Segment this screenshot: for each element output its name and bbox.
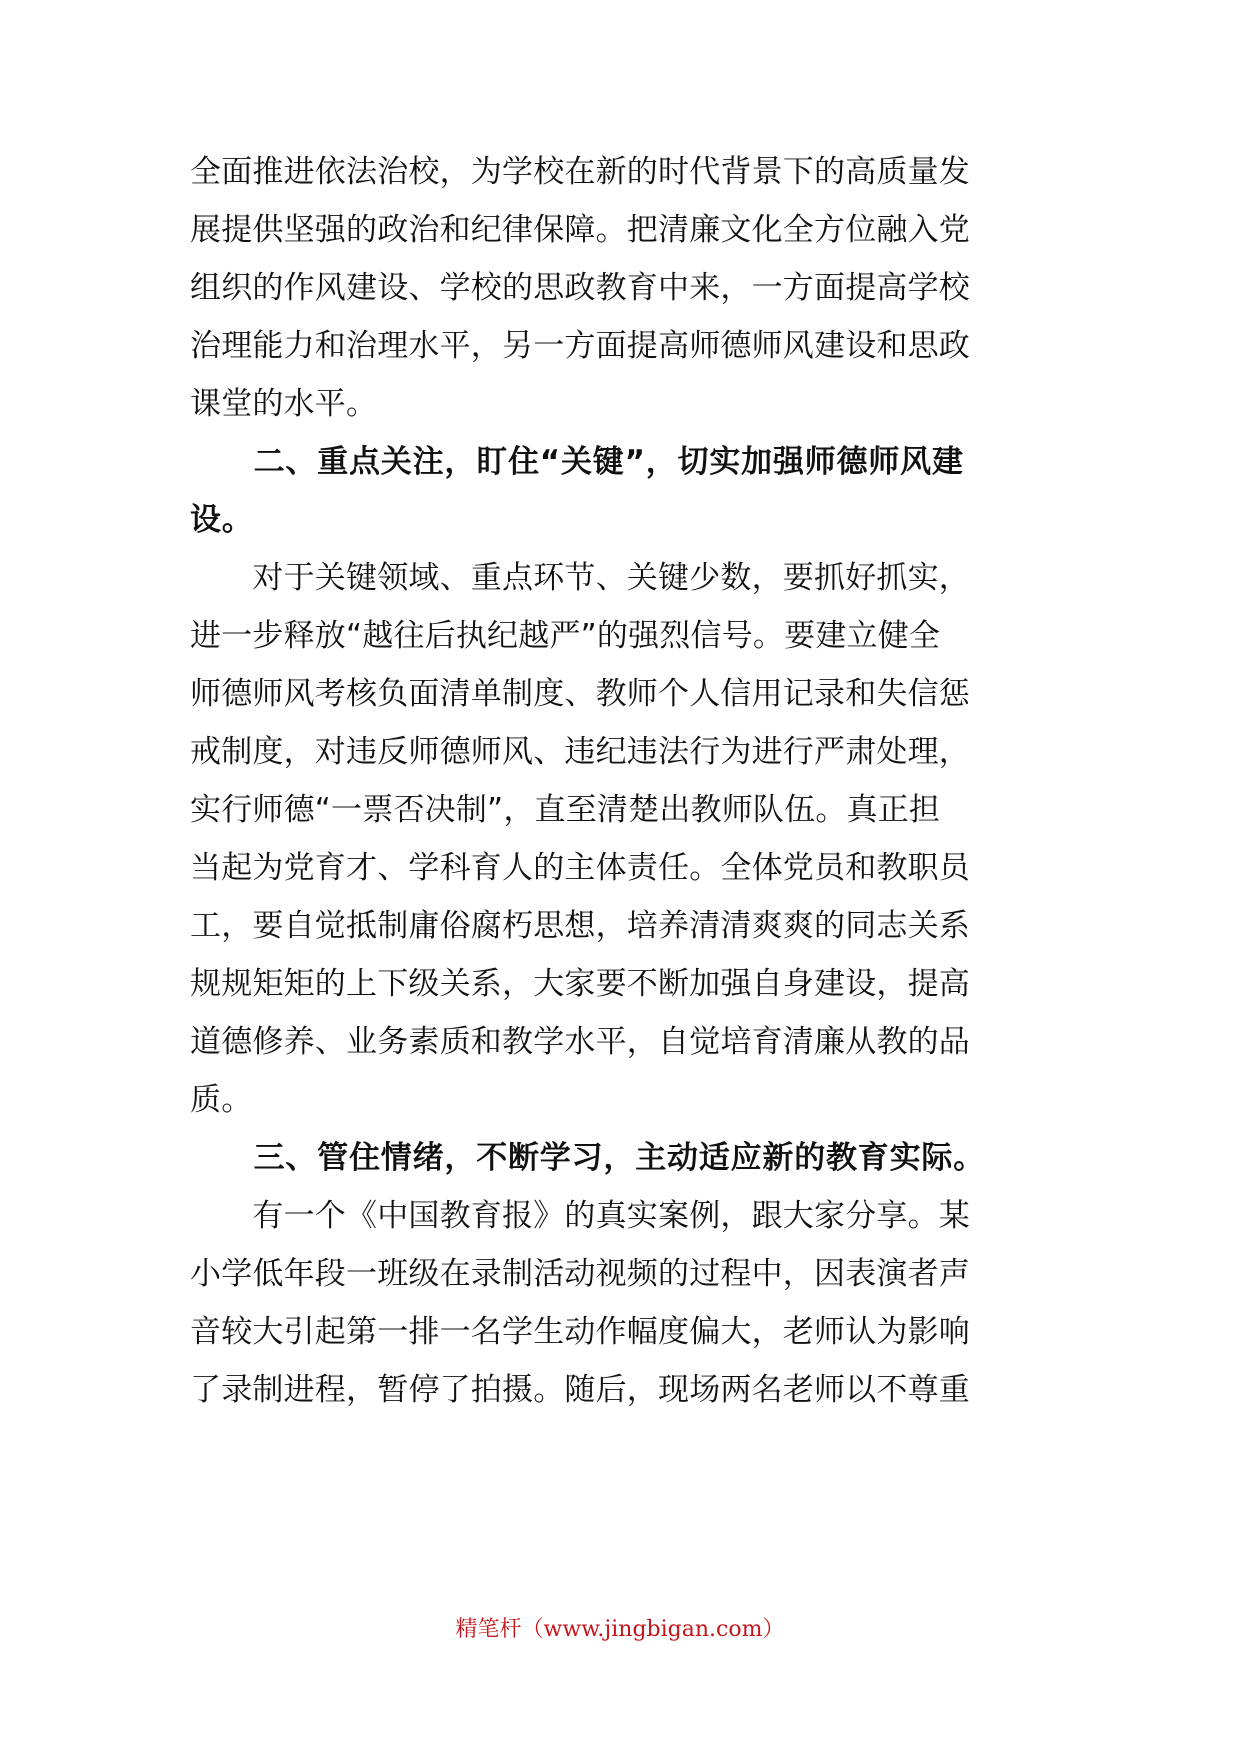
body-line: 工，要自觉抵制庸俗腐朽思想，培养清清爽爽的同志关系 — [190, 908, 970, 944]
body-line: 当起为党育才、学科育人的主体责任。全体党员和教职员 — [190, 850, 970, 886]
body-line: 治理能力和治理水平，另一方面提高师德师风建设和思政 — [190, 328, 970, 364]
body-line: 课堂的水平。 — [190, 386, 378, 422]
body-line: 道德修养、业务素质和教学水平，自觉培育清廉从教的品 — [190, 1024, 970, 1060]
footer-watermark: 精笔杆（www.jingbigan.com） — [455, 1617, 785, 1642]
body-line: 实行师德“一票否决制”，直至清楚出教师队伍。真正担 — [190, 792, 941, 828]
body-line: 音较大引起第一排一名学生动作幅度偏大，老师认为影响 — [190, 1314, 970, 1350]
body-line: 全面推进依法治校，为学校在新的时代背景下的高质量发 — [190, 154, 970, 190]
section-heading: 二、重点关注，盯住“关键”，切实加强师德师风建 — [190, 444, 964, 480]
section-heading: 三、管住情绪，不断学习，主动适应新的教育实际。 — [190, 1140, 985, 1176]
body-line: 展提供坚强的政治和纪律保障。把清廉文化全方位融入党 — [190, 212, 970, 248]
body-line: 质。 — [190, 1082, 253, 1118]
body-line: 戒制度，对违反师德师风、违纪违法行为进行严肃处理， — [190, 734, 970, 770]
body-line: 对于关键领域、重点环节、关键少数，要抓好抓实， — [190, 560, 970, 596]
body-line: 进一步释放“越往后执纪越严”的强烈信号。要建立健全 — [190, 618, 941, 654]
body-line: 规规矩矩的上下级关系，大家要不断加强自身建设，提高 — [190, 966, 970, 1002]
body-line: 师德师风考核负面清单制度、教师个人信用记录和失信惩 — [190, 676, 970, 712]
body-line: 组织的作风建设、学校的思政教育中来，一方面提高学校 — [190, 270, 970, 306]
body-line: 了录制进程，暂停了拍摄。随后，现场两名老师以不尊重 — [190, 1372, 970, 1408]
body-line: 有一个《中国教育报》的真实案例，跟大家分享。某 — [190, 1198, 970, 1234]
body-line: 小学低年段一班级在录制活动视频的过程中，因表演者声 — [190, 1256, 970, 1292]
section-heading: 设。 — [190, 502, 254, 538]
